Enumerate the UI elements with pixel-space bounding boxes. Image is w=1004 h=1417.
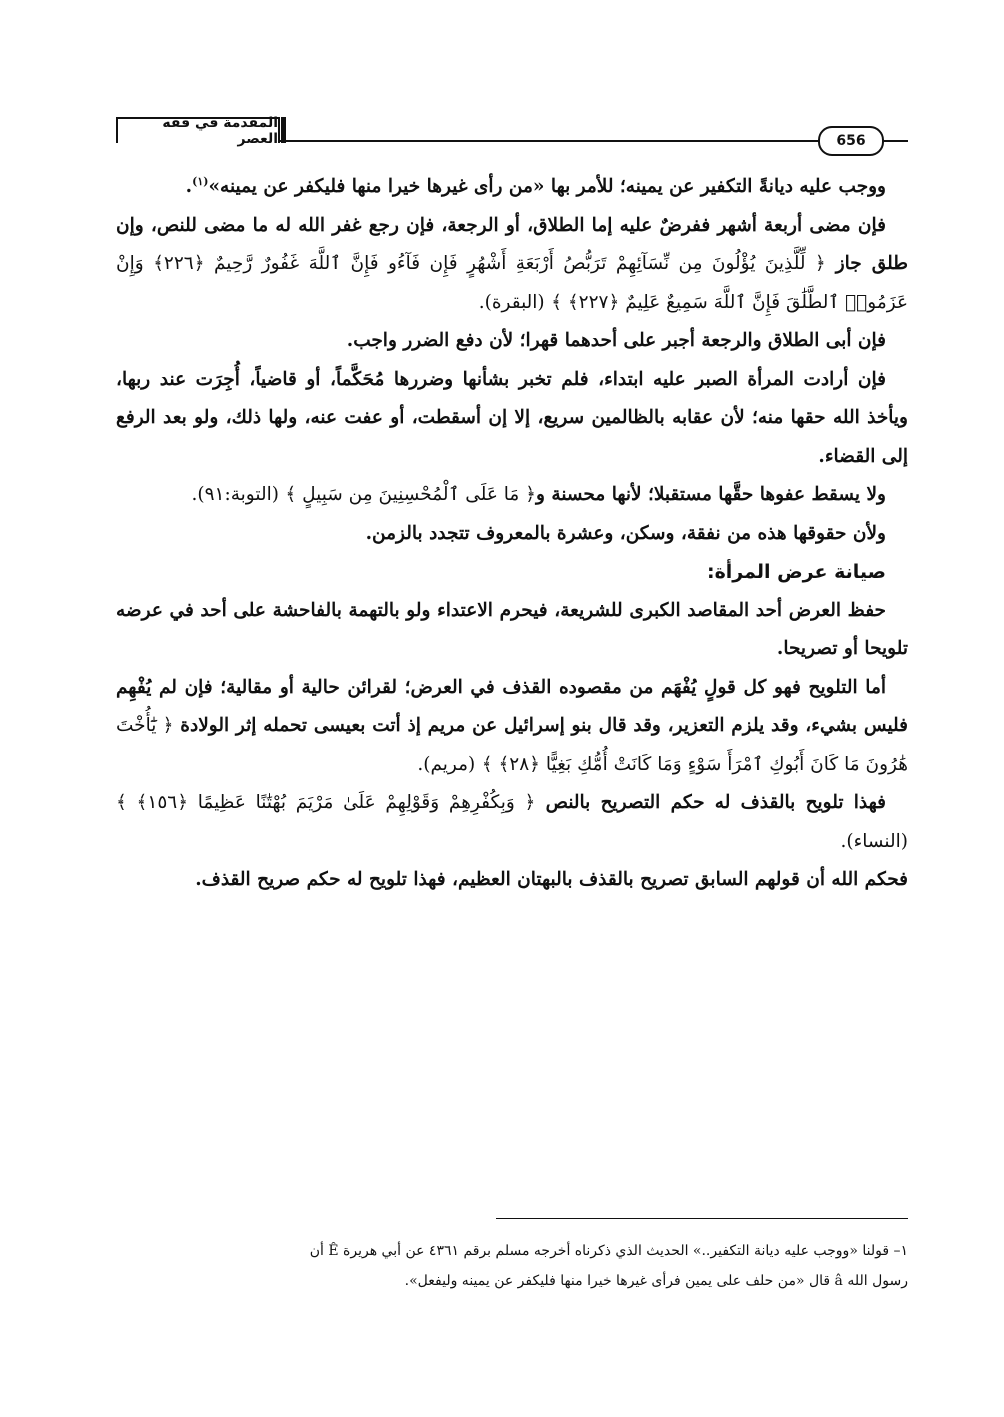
surah-reference-tawbah: (التوبة:٩١).	[191, 484, 279, 505]
surah-reference-nisa: (النساء).	[840, 830, 908, 852]
page-number: 656	[818, 126, 884, 156]
paragraph-1-end: .	[185, 176, 193, 197]
quran-verse-tawbah: ﴿ مَا عَلَى ٱلْمُحْسِنِينَ مِن سَبِيلٍ ﴾	[285, 484, 537, 505]
paragraph-2	[116, 207, 908, 323]
paragraph-2-text: فإن مضى أربعة أشهر ففرضٌ عليه إما الطلاق، أو الرجعة، فإن رجع غفر الله له ما مضى للنص، وإن طلق جاز	[116, 214, 908, 274]
surah-reference-maryam: (مريم).	[417, 753, 476, 775]
footnote-line-2: رسول الله â قال «من حلف على يمين فرأى غيرها خيرا منها فليكفر عن يمينه وليفعل».	[404, 1273, 908, 1289]
paragraph-7: حفظ العرض أحد المقاصد الكبرى للشريعة، فيحرم الاعتداء ولو بالتهمة بالفاحشة على أحد في عرضه تلويحا أو تصريحا.	[116, 599, 908, 659]
body-text	[116, 168, 908, 900]
footnote-rule	[496, 1218, 908, 1219]
footnote	[116, 1236, 908, 1296]
paragraph-9	[116, 784, 908, 861]
paragraph-8	[116, 669, 908, 785]
paragraph-1	[116, 168, 908, 207]
paragraph-5	[116, 476, 908, 515]
quran-verse-baqarah: ﴿ لِّلَّذِينَ يُؤْلُونَ مِن نِّسَآئِهِمْ تَرَبُّصُ أَرْبَعَةِ أَشْهُرٍ فَإِن فَآءُو فَإِنَّ ٱللَّهَ غَفُورٌ رَّحِيمٌ ﴿٢٢٦﴾ وَإِنْ عَزَمُوا۟ ٱلطَّلَٰقَ فَإِنَّ ٱللَّهَ سَمِيعٌ عَلِيمٌ ﴿٢٢٧﴾ ﴾	[116, 253, 908, 313]
book-title: المقدمة في فقه العصر	[116, 117, 280, 143]
paragraph-1-text: ووجب عليه ديانةً التكفير عن يمينه؛ للأمر بها «من رأى غيرها خيرا منها فليكفر عن يمينه»	[208, 176, 886, 197]
section-heading: صيانة عرض المرأة:	[706, 561, 886, 583]
paragraph-5-text: ولا يسقط عفوها حقَّها مستقبلا؛ لأنها محسنة و	[536, 484, 886, 505]
paragraph-6: ولأن حقوقها هذه من نفقة، وسكن، وعشرة بالمعروف تتجدد بالزمن.	[365, 522, 886, 544]
quran-verse-maryam: ﴿ يَٰٓأُخْتَ هَٰرُونَ مَا كَانَ أَبُوكِ ٱمْرَأَ سَوْءٍ وَمَا كَانَتْ أُمُّكِ بَغِيًّا ﴿٢٨﴾ ﴾	[116, 715, 908, 775]
paragraph-8-text: أما التلويح فهو كل قولٍ يُفْهَم من مقصوده القذف في العرض؛ لقرائن حالية أو مقالية؛ فإن لم يُفْهِم فليس بشيء، وقد يلزم التعزير، وقد قال بنو إسرائيل عن مريم إذ أتت بعيسى تحمله إثر الولادة	[116, 676, 908, 736]
paragraph-9-text: فهذا تلويح بالقذف له حكم التصريح بالنص	[545, 792, 886, 813]
footnote-line-1: ١– قولنا «ووجب عليه ديانة التكفير..» الحديث الذي ذكرناه أخرجه مسلم برقم ٤٣٦١ عن أبي هريرة Ê أن	[309, 1243, 908, 1259]
quran-verse-nisa: ﴿ وَبِكُفْرِهِمْ وَقَوْلِهِمْ عَلَىٰ مَرْيَمَ بُهْتَٰنًا عَظِيمًا ﴿١٥٦﴾ ﴾	[116, 792, 536, 813]
paragraph-10: فحكم الله أن قولهم السابق تصريح بالقذف بالبهتان العظيم، فهذا تلويح له حكم صريح القذف.	[195, 869, 908, 890]
paragraph-4: فإن أرادت المرأة الصبر عليه ابتداء، فلم تخبر بشأنها وضررها مُحَكَّماً، أو قاضياً، أُجِرَت عند ربها، ويأخذ الله حقها منه؛ لأن عقابه بالظالمين سريع، إلا إن أسقطت، أو عفت عنه، ولها ذلك، ولو بعد الرفع إلى القضاء.	[116, 368, 908, 467]
paragraph-3: فإن أبى الطلاق والرجعة أجبر على أحدهما قهرا؛ لأن دفع الضرر واجب.	[346, 330, 886, 351]
surah-reference-baqarah: (البقرة).	[478, 291, 545, 313]
footnote-marker[interactable]: (١)	[192, 174, 209, 188]
